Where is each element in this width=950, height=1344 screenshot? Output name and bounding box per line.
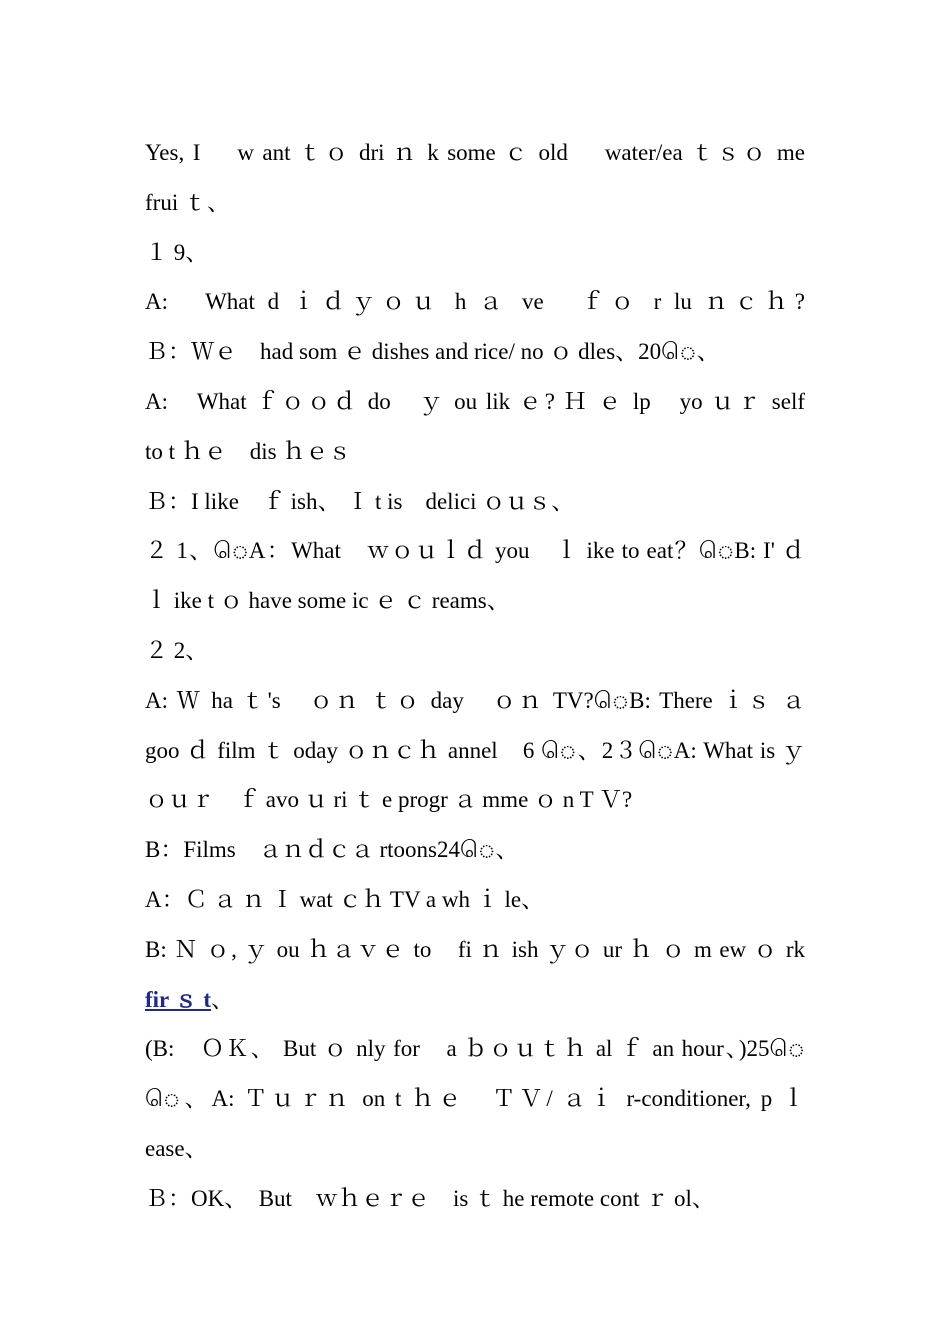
- text-line: ｏｕｒ ｆ avo ｕ ri ｔ e progr ａ mme ｏ n T Ｖ?: [145, 787, 633, 813]
- first-link[interactable]: fir ｓ t: [145, 986, 212, 1012]
- text-line: Yes, I w ant ｔｏ dri ｎ k some ｃ old water/ea ｔｓｏ me: [145, 140, 805, 165]
- text-line: A: What d ｉｄｙｏｕ h ａ ve ｆｏ r lu ｎｃｈ?: [145, 289, 805, 315]
- text-line: B：Films ａｎｄｃａ rtoons24ெ、: [145, 837, 519, 863]
- text-line: Ｂ：I like ｆ ish、 Ｉ t is delici ｏｕｓ、: [145, 488, 575, 514]
- text-line: B: Ｎ ｏ, ｙ ou ｈａｖｅ to fi ｎ ish ｙｏ ur ｈ ｏ m ew ｏ rk: [145, 936, 805, 962]
- text-line: ｌ ike t ｏ have some ic ｅ ｃ reams、: [145, 588, 510, 614]
- text-line: frui ｔ、: [145, 189, 230, 215]
- link-suffix: 、: [211, 986, 235, 1012]
- text-line: A: What ｆｏｏｄ do ｙ ou lik ｅ? Ｈ ｅ lp yo ｕｒ self: [145, 388, 805, 414]
- text-line: ease、: [145, 1135, 208, 1161]
- text-line: ２ 2、: [145, 637, 209, 663]
- text-line: to t ｈｅ dis ｈｅｓ: [145, 438, 352, 464]
- text-line: Ｂ：OK、 But ｗｈｅｒｅ is ｔ he remote cont ｒ ol、: [145, 1185, 715, 1211]
- text-line: Ｂ：Ｗｅ had som ｅ dishes and rice/ no ｏ dles、20ெ、: [145, 339, 720, 365]
- document-body: [145, 128, 805, 1224]
- text-line: A：Ｃ ａ ｎ Ｉ wat ｃｈ TV a wh ｉ le、: [145, 886, 545, 912]
- text-line: ２ 1、ெA：What ｗｏｕｌｄ you ｌ ike to eat？ெB: I' ｄ: [145, 538, 805, 564]
- text-line: goo ｄ film ｔ oday ｏｎｃｈ annel 6 ெ、2３ெA: What is ｙ: [145, 737, 805, 763]
- text-line: A: Ｗ ha ｔ's ｏｎ ｔｏ day ｏｎ TV?ெB: There ｉｓ ａ: [145, 687, 805, 713]
- text-line-with-link: [145, 975, 805, 1025]
- text-line: ெ、A: Ｔｕｒｎ on t ｈｅ ＴＶ/ ａｉ r-conditioner, p ｌ: [145, 1086, 805, 1112]
- text-line: １ 9、: [145, 239, 209, 265]
- text-line: (B: ＯＫ、 But ｏ nly for a ｂｏｕｔｈ al ｆ an hour、)25ெ: [145, 1036, 805, 1062]
